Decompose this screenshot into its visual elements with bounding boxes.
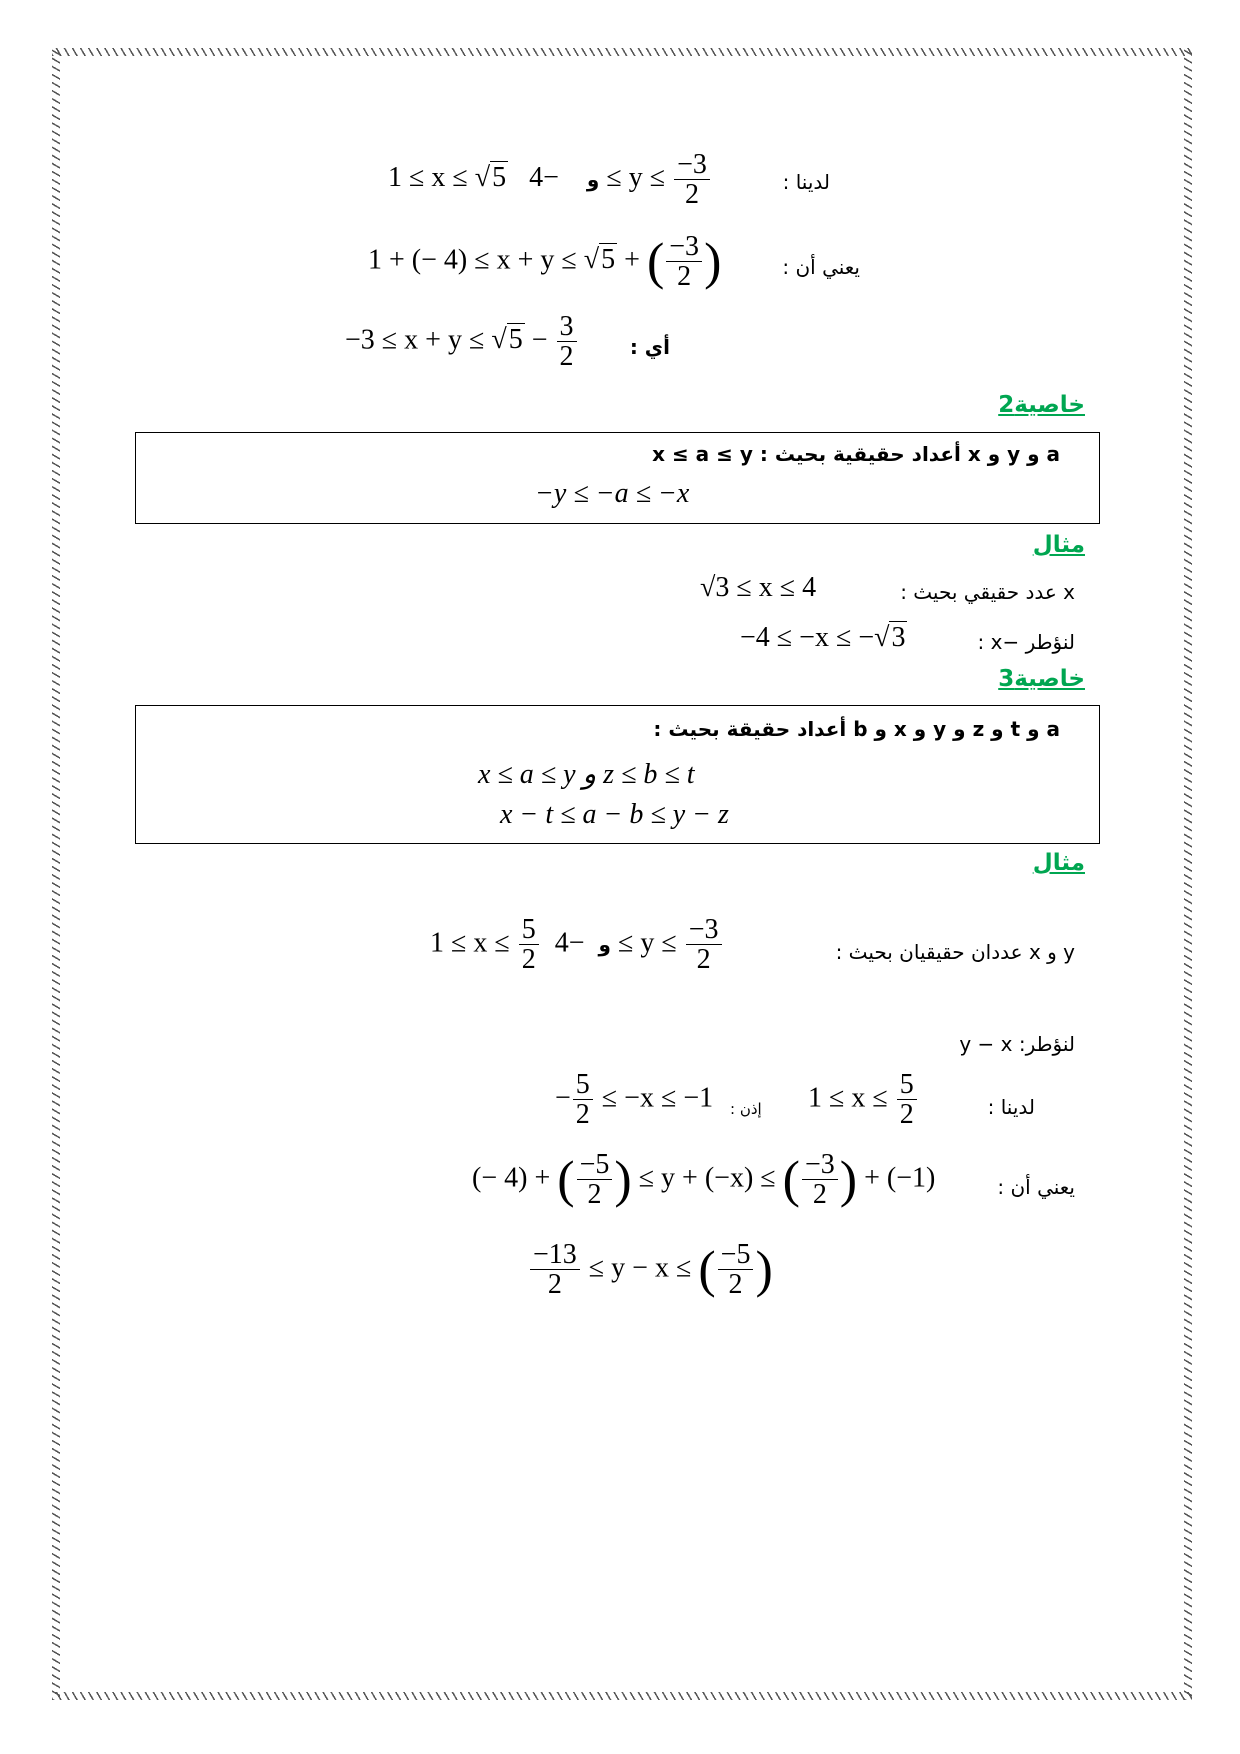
ex3-line2-label: لدينا : xyxy=(987,1095,1035,1119)
ex1-line2-label: يعني أن : xyxy=(782,255,860,279)
example3-heading: مثال xyxy=(1032,850,1085,876)
border-right xyxy=(1184,48,1192,1700)
property2-heading: خاصية2 xyxy=(998,392,1085,418)
property3-condition: x ≤ a ≤ y و z ≤ b ≤ t xyxy=(478,759,695,790)
property3-heading: خاصية3 xyxy=(998,666,1085,692)
ex1-line2-math: 1 + (− 4) ≤ x + y ≤ √5 + ( $\frac{-3}{2}$ ) xyxy=(368,231,722,293)
page-border xyxy=(52,48,1192,1700)
ex2-line1-math: √3 ≤ x ≤ 4 xyxy=(700,572,817,603)
ex1-and: و xyxy=(586,167,600,192)
example2-heading: مثال xyxy=(1032,532,1085,558)
ex3-line1-math: 1 ≤ x ≤ $\frac{5}{2}$ و −4 ≤ y ≤ $\frac{-3}{2}$ xyxy=(430,915,724,975)
ex3-line3-math: (− 4) + ( $\frac{-5}{2}$ ) ≤ y + (−x) ≤ ( $\frac{-3}{2}$ ) + (−1) xyxy=(472,1149,936,1211)
border-left xyxy=(52,48,60,1700)
ex3-then: إذن : xyxy=(730,1100,762,1118)
ex3-line4-math: $\frac{-13}{2}$ ≤ y − x ≤ ( $\frac{-5}{2}$ ) xyxy=(528,1240,773,1300)
ex3-line3-label: يعني أن : xyxy=(997,1175,1075,1199)
ex3-line2-math1: 1 ≤ x ≤ $\frac{5}{2}$ xyxy=(808,1070,919,1130)
property2-result: −y ≤ −a ≤ −x xyxy=(535,478,690,509)
property3-statement: a و t و z و y و x و b أعداد حقيقة بحيث : xyxy=(653,717,1060,741)
ex1-x-range: 1 ≤ x ≤ √5 xyxy=(388,162,507,194)
border-bottom xyxy=(52,1692,1192,1700)
ex1-y-range: −4 ≤ y ≤ $\frac{-3}{2}$ xyxy=(529,162,712,193)
ex1-line1-label: لدينا : xyxy=(782,170,830,194)
ex2-line2-label: لنؤطر −x : xyxy=(977,630,1075,654)
property3-result: x − t ≤ a − b ≤ y − z xyxy=(500,799,729,830)
property2-statement: a و y و x أعداد حقيقية بحيث : x ≤ a ≤ y xyxy=(652,442,1060,466)
ex2-line1-label: x عدد حقيقي بحيث : xyxy=(900,580,1075,604)
ex1-line3-label: أي : xyxy=(629,335,670,359)
ex3-line1-label: y و x عددان حقيقيان بحيث : xyxy=(835,940,1075,964)
ex1-line3-math: −3 ≤ x + y ≤ √5 − $\frac{3}{2}$ xyxy=(345,312,579,372)
ex2-line2-math: −4 ≤ −x ≤ −√3 xyxy=(740,622,906,653)
ex1-line1-math xyxy=(388,150,712,210)
ex3-line2-math2: − $\frac{5}{2}$ ≤ −x ≤ −1 xyxy=(555,1069,714,1131)
border-top xyxy=(52,48,1192,56)
ex3-frame-label: لنؤطر: y − x xyxy=(959,1032,1075,1056)
